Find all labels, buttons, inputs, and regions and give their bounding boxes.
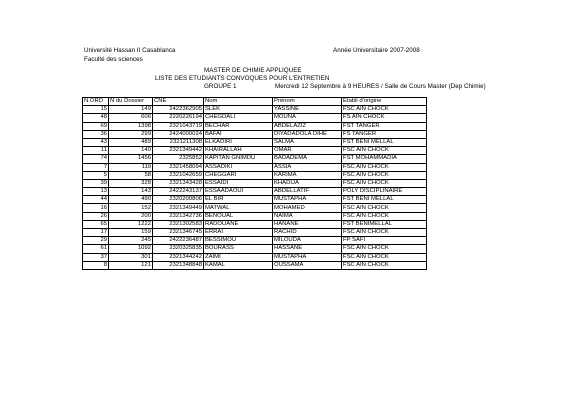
cell-dossier: 1092	[109, 245, 153, 253]
cell-prenom: KARIMA	[273, 171, 342, 179]
cell-etablissement: FST TANGER	[342, 122, 427, 130]
cell-nord: 44	[83, 196, 109, 204]
cell-nord: 13	[83, 188, 109, 196]
cell-nom: BAFAI	[204, 130, 273, 138]
cell-nord: 8	[83, 261, 109, 269]
table-row	[83, 204, 427, 212]
cell-nord: 69	[83, 122, 109, 130]
cell-etablissement: FST MOHAMMADIA	[342, 155, 427, 163]
cell-prenom: SALMA	[273, 138, 342, 146]
cell-nord: 29	[83, 237, 109, 245]
cell-cne: 2321349442	[153, 147, 204, 155]
cell-nom: ASSADIKI	[204, 163, 273, 171]
cell-cne: 2220226194	[153, 114, 204, 122]
cell-cne: 2320325835	[153, 245, 204, 253]
cell-dossier: 245	[109, 237, 153, 245]
cell-etablissement: FSC AIN CHOCK	[342, 147, 427, 155]
cell-etablissement: FSC AIN CHOCK	[342, 204, 427, 212]
cell-prenom: NAIMA	[273, 212, 342, 220]
table-row	[83, 163, 427, 171]
cell-dossier: 159	[109, 229, 153, 237]
table-row	[83, 212, 427, 220]
cell-etablissement: FST BENI MELLAL	[342, 196, 427, 204]
cell-etablissement: FSC AIN CHOCK	[342, 212, 427, 220]
cell-etablissement: FSC AIN CHOCK	[342, 171, 427, 179]
student-table	[82, 97, 427, 270]
column-header-nom: Nom	[204, 98, 273, 106]
cell-nord: 37	[83, 253, 109, 261]
cell-nord: 5	[83, 171, 109, 179]
cell-nom: KAPITAN GNIMDU	[204, 155, 273, 163]
cell-etablissement: FSC AIN CHOCK	[342, 106, 427, 114]
cell-nom: ESSAADAOUI	[204, 188, 273, 196]
cell-nord: 17	[83, 229, 109, 237]
table-row	[83, 261, 427, 269]
cell-dossier: 1222	[109, 220, 153, 228]
cell-cne: 2321342736	[153, 212, 204, 220]
cell-nom: ESSAIDI	[204, 179, 273, 187]
cell-dossier: 58	[109, 171, 153, 179]
cell-prenom: ABDELAZIZ	[273, 122, 342, 130]
cell-nord: 36	[83, 130, 109, 138]
cell-nom: BOURASS	[204, 245, 273, 253]
cell-dossier: 299	[109, 130, 153, 138]
cell-etablissement: FSC AIN CHOCK	[342, 229, 427, 237]
cell-prenom: ASSIA	[273, 163, 342, 171]
table-row	[83, 179, 427, 187]
cell-etablissement: FP SAFI	[342, 237, 427, 245]
column-header-cne: CNE	[153, 98, 204, 106]
cell-nom: BECHAR	[204, 122, 273, 130]
cell-nord: 11	[83, 147, 109, 155]
cell-nord: 26	[83, 212, 109, 220]
cell-dossier: 152	[109, 204, 153, 212]
cell-prenom: MUSTAPHA	[273, 196, 342, 204]
document-subtitle: LISTE DES ETUDIANTS CONVOQUES POUR L'ENTRETIEN	[155, 75, 330, 82]
cell-cne: 2422236487	[153, 237, 204, 245]
cell-dossier: 119	[109, 163, 153, 171]
cell-dossier: 1456	[109, 155, 153, 163]
table-row	[83, 245, 427, 253]
table-row	[83, 138, 427, 146]
table-row	[83, 188, 427, 196]
cell-nord: 61	[83, 245, 109, 253]
cell-etablissement: FST BENIMELLAL	[342, 220, 427, 228]
cell-cne: 2325852	[153, 155, 204, 163]
table-row	[83, 229, 427, 237]
cell-cne: 2321349449	[153, 204, 204, 212]
cell-etablissement: FSC AIN CHOCK	[342, 261, 427, 269]
cell-dossier: 301	[109, 253, 153, 261]
cell-prenom: HASSANE	[273, 245, 342, 253]
cell-cne: 2321211308	[153, 138, 204, 146]
cell-prenom: ABDELLATIF	[273, 188, 342, 196]
cell-prenom: OUSSAMA	[273, 261, 342, 269]
cell-prenom: MUSTAPHA	[273, 253, 342, 261]
university-name: Université Hassan II Casablanca	[84, 47, 176, 54]
cell-nom: CHEGDALI	[204, 114, 273, 122]
cell-prenom: MILOUDA	[273, 237, 342, 245]
cell-etablissement: FSC AIN CHOCK	[342, 245, 427, 253]
cell-etablissement: POLY DISCIPLINAIRE	[342, 188, 427, 196]
table-row	[83, 106, 427, 114]
cell-prenom: BADADEMA	[273, 155, 342, 163]
cell-prenom: HANANE	[273, 220, 342, 228]
table-row	[83, 130, 427, 138]
cell-etablissement: FSC AIN CHOCK	[342, 163, 427, 171]
cell-nom: ELKADIRI	[204, 138, 273, 146]
cell-nord: 65	[83, 220, 109, 228]
cell-nom: KHAIRALLAH	[204, 147, 273, 155]
column-header-nord: N.ORD	[83, 98, 109, 106]
cell-nom: KAMAL	[204, 261, 273, 269]
cell-etablissement: FS AIN CHOCK	[342, 114, 427, 122]
cell-etablissement: FST BENI MELLAL	[342, 138, 427, 146]
cell-cne: 2321043719	[153, 122, 204, 130]
cell-cne: 2320200806	[153, 196, 204, 204]
cell-nord: 16	[83, 204, 109, 212]
cell-prenom: KHADIJA	[273, 179, 342, 187]
table-row	[83, 171, 427, 179]
cell-dossier: 200	[109, 212, 153, 220]
cell-cne: 2321458094	[153, 163, 204, 171]
cell-nom: MATWAL	[204, 204, 273, 212]
cell-nord: 43	[83, 138, 109, 146]
table-row	[83, 253, 427, 261]
cell-nord: 39	[83, 179, 109, 187]
table-row	[83, 114, 427, 122]
table-row	[83, 122, 427, 130]
cell-nom: EL BIR	[204, 196, 273, 204]
cell-cne: 2422243137	[153, 188, 204, 196]
cell-dossier: 140	[109, 147, 153, 155]
cell-cne: 2422362905	[153, 106, 204, 114]
column-header-dossier: N du Dossier	[109, 98, 153, 106]
cell-nord: 15	[83, 106, 109, 114]
cell-dossier: 149	[109, 106, 153, 114]
cell-dossier: 121	[109, 261, 153, 269]
cell-nom: ERRAI	[204, 229, 273, 237]
table-body	[83, 106, 427, 270]
cell-nord: 7	[83, 163, 109, 171]
table-row	[83, 147, 427, 155]
document-title: MASTER DE CHIMIE APPLIQUEE	[204, 67, 302, 74]
cell-dossier: 489	[109, 138, 153, 146]
cell-dossier: 490	[109, 196, 153, 204]
cell-nom: CHEGGARI	[204, 171, 273, 179]
column-header-prenom: Prénom	[273, 98, 342, 106]
cell-prenom: MOUNA	[273, 114, 342, 122]
cell-nom: RADOUANE	[204, 220, 273, 228]
cell-prenom: MOHAMED	[273, 204, 342, 212]
cell-dossier: 328	[109, 179, 153, 187]
cell-nom: ZAIMI	[204, 253, 273, 261]
schedule-info: Mercredi 12 Septembre à 9 HEURES / Salle de Cours Master (Dep Chimie)	[275, 83, 486, 90]
table-row	[83, 155, 427, 163]
cell-cne: 2321346745	[153, 229, 204, 237]
cell-nord: 48	[83, 114, 109, 122]
cell-cne: 2321302583	[153, 220, 204, 228]
cell-dossier: 143	[109, 188, 153, 196]
academic-year: Année Universitaire 2007-2008	[333, 47, 420, 54]
cell-prenom: OMAR	[273, 147, 342, 155]
cell-nom: BENOUAL	[204, 212, 273, 220]
cell-dossier: 1398	[109, 122, 153, 130]
cell-cne: 2321343428	[153, 179, 204, 187]
cell-prenom: DIYADADOLA DIHE	[273, 130, 342, 138]
table-row	[83, 220, 427, 228]
cell-cne: 2321348848	[153, 261, 204, 269]
cell-etablissement: FSC AIN CHOCK	[342, 179, 427, 187]
cell-nord: 74	[83, 155, 109, 163]
cell-prenom: RACHID	[273, 229, 342, 237]
cell-nom: BESSIMOU	[204, 237, 273, 245]
faculty-name: Faculté des sciences	[84, 56, 143, 63]
cell-cne: 2321042659	[153, 171, 204, 179]
cell-cne: 2424000024	[153, 130, 204, 138]
table-row	[83, 237, 427, 245]
cell-etablissement: FSC AIN CHOCK	[342, 253, 427, 261]
group-label: GROUPE 1	[204, 83, 237, 90]
cell-etablissement: FS TANGER	[342, 130, 427, 138]
cell-dossier: 606	[109, 114, 153, 122]
table-row	[83, 196, 427, 204]
cell-cne: 2321344242	[153, 253, 204, 261]
column-header-etablissement: Etabli d'origine	[342, 98, 427, 106]
cell-prenom: YASSINE	[273, 106, 342, 114]
cell-nom: SLEK	[204, 106, 273, 114]
table-header-row	[83, 98, 427, 106]
